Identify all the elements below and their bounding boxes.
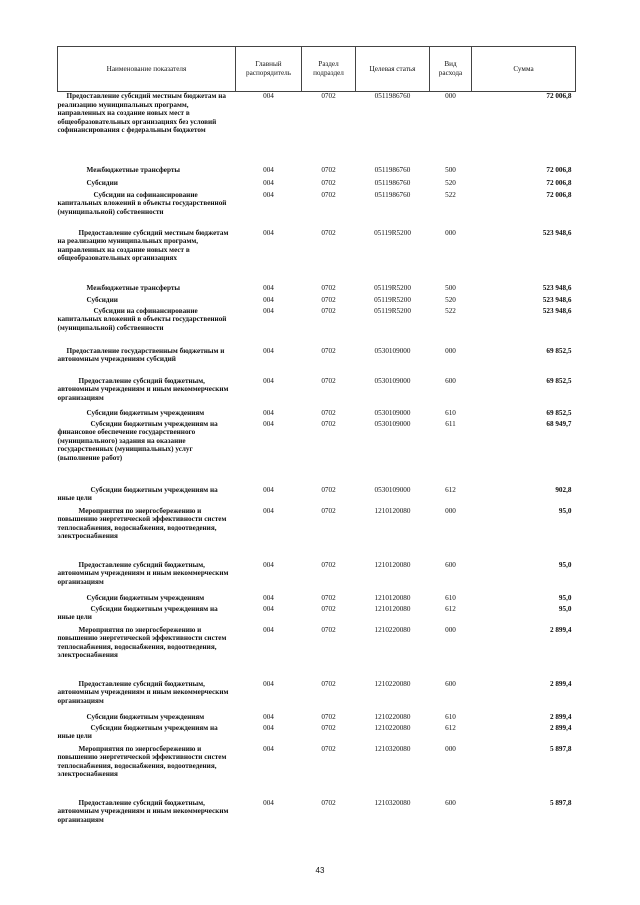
row-admin: 004 [263,593,274,602]
row-section: 0702 [321,295,336,304]
row-type: 612 [445,485,456,494]
row-article: 05119R5200 [374,306,411,315]
row-article: 05119R5200 [374,295,411,304]
table-row [58,191,576,229]
row-article: 1210320080 [374,744,411,753]
row-admin: 004 [263,604,274,613]
row-sum: 2 899,4 [549,625,572,634]
row-article: 1210220080 [374,723,411,732]
table-row [58,486,576,507]
row-section: 0702 [321,419,336,428]
budget-table-page [57,46,575,832]
row-sum: 523 948,6 [542,306,572,315]
row-sum: 69 852,5 [546,346,572,355]
row-article: 0511986760 [374,190,411,199]
row-name: Субсидии бюджетным учреждениям [86,593,205,602]
budget-table [57,46,576,832]
row-sum: 68 949,7 [546,419,572,428]
row-type: 612 [445,723,456,732]
row-name: Предоставление субсидий бюджетным, автономным учреждениям и иным некоммерческим организациям [57,376,229,402]
row-sum: 2 899,4 [549,723,572,732]
row-admin: 004 [263,712,274,721]
row-article: 1210220080 [374,679,411,688]
row-sum: 523 948,6 [542,228,572,237]
row-article: 1210320080 [374,798,411,807]
row-sum: 95,0 [558,604,572,613]
table-row [58,605,576,626]
row-admin: 004 [263,165,274,174]
table-header-row [58,47,576,92]
row-sum: 2 899,4 [549,712,572,721]
row-section: 0702 [321,712,336,721]
row-article: 0530109000 [374,376,411,385]
table-row [58,179,576,191]
row-name: Предоставление субсидий местным бюджетам на реализацию муниципальных программ, направленных на создание новых мест в общеобразовательных организациях без условий софинансирования с федеральным бюджетом [57,92,226,135]
row-article: 0511986760 [374,92,411,100]
row-admin: 004 [263,798,274,807]
header-type: Вид расхода [430,47,472,92]
row-type: 600 [445,376,456,385]
row-section: 0702 [321,723,336,732]
row-admin: 004 [263,376,274,385]
row-name: Субсидии [86,295,118,304]
row-article: 0530109000 [374,419,411,428]
row-section: 0702 [321,228,336,237]
row-article: 1210120080 [374,560,411,569]
row-section: 0702 [321,408,336,417]
table-row [58,507,576,561]
row-sum: 523 948,6 [542,295,572,304]
header-admin: Главный распорядитель [236,47,302,92]
row-admin: 004 [263,190,274,199]
row-name: Субсидии бюджетным учреждениям на иные цели [57,723,218,741]
row-type: 520 [445,295,456,304]
row-type: 600 [445,679,456,688]
row-section: 0702 [321,346,336,355]
table-row [58,92,576,166]
row-section: 0702 [321,485,336,494]
row-admin: 004 [263,228,274,237]
row-type: 610 [445,408,456,417]
table-row [58,307,576,347]
row-name: Мероприятия по энергосбережению и повышению энергетической эффективности систем теплоснабжения, водоснабжения, водоотведения, электроснабжения [57,744,227,779]
row-admin: 004 [263,346,274,355]
table-row [58,594,576,605]
row-sum: 95,0 [558,593,572,602]
row-admin: 004 [263,506,274,515]
table-row [58,680,576,713]
table-row [58,713,576,724]
table-row [58,626,576,680]
table-row [58,561,576,594]
row-name: Субсидии бюджетным учреждениям [86,408,205,417]
row-name: Субсидии бюджетным учреждениям на финансовое обеспечение государственного (муниципального) задания на оказание государственных (муниципальных) услуг (выполнение работ) [57,419,218,462]
row-admin: 004 [263,723,274,732]
row-type: 000 [445,346,456,355]
row-sum: 72 006,8 [546,190,572,199]
row-section: 0702 [321,679,336,688]
row-type: 610 [445,712,456,721]
row-name: Предоставление субсидий бюджетным, автономным учреждениям и иным некоммерческим организациям [57,798,229,824]
row-section: 0702 [321,506,336,515]
row-article: 1210120080 [374,604,411,613]
row-name: Межбюджетные трансферты [86,165,181,174]
row-type: 600 [445,798,456,807]
row-type: 611 [445,419,456,428]
table-row [58,284,576,296]
page-number: 43 [315,866,325,875]
row-sum: 5 897,8 [549,798,572,807]
row-article: 0530109000 [374,485,411,494]
row-admin: 004 [263,560,274,569]
row-section: 0702 [321,190,336,199]
row-sum: 902,8 [555,485,572,494]
row-name: Субсидии [86,178,118,187]
row-sum: 2 899,4 [549,679,572,688]
row-name: Субсидии бюджетным учреждениям [86,712,205,721]
header-section: Раздел подраздел [302,47,356,92]
row-name: Субсидии бюджетным учреждениям на иные цели [57,485,218,503]
table-row [58,799,576,832]
row-article: 0530109000 [374,346,411,355]
table-row [58,409,576,420]
row-name: Предоставление субсидий бюджетным, автономным учреждениям и иным некоммерческим организациям [57,560,229,586]
row-article: 1210220080 [374,625,411,634]
table-row [58,745,576,799]
row-sum: 69 852,5 [546,376,572,385]
row-sum: 95,0 [558,560,572,569]
row-article: 0511986760 [374,165,411,174]
row-admin: 004 [263,178,274,187]
row-section: 0702 [321,604,336,613]
row-type: 500 [445,165,456,174]
row-admin: 004 [263,295,274,304]
row-type: 000 [445,228,456,237]
row-name: Мероприятия по энергосбережению и повышению энергетической эффективности систем теплоснабжения, водоснабжения, водоотведения, электроснабжения [57,625,227,660]
row-type: 000 [445,92,456,100]
row-sum: 5 897,8 [549,744,572,753]
row-article: 05119R5200 [374,283,411,292]
row-type: 520 [445,178,456,187]
row-admin: 004 [263,283,274,292]
row-admin: 004 [263,408,274,417]
row-name: Субсидии на софинансирование капитальных вложений в объекты государственной (муниципальной) собственности [57,306,227,332]
header-name: Наименование показателя [58,47,236,92]
row-sum: 72 006,8 [546,178,572,187]
table-row [58,377,576,409]
row-article: 1210220080 [374,712,411,721]
row-name: Предоставление субсидий местным бюджетам на реализацию муниципальных программ, направленных на создание новых мест в общеобразовательных организациях [57,228,229,263]
row-section: 0702 [321,593,336,602]
row-name: Предоставление государственным бюджетным и автономным учреждениям субсидий [57,346,225,364]
row-admin: 004 [263,744,274,753]
row-type: 610 [445,593,456,602]
row-section: 0702 [321,283,336,292]
row-sum: 69 852,5 [546,408,572,417]
row-sum: 72 006,8 [546,165,572,174]
table-row [58,166,576,179]
row-article: 05119R5200 [374,228,411,237]
table-row [58,229,576,284]
row-section: 0702 [321,178,336,187]
row-article: 1210120080 [374,593,411,602]
header-sum: Сумма [472,47,576,92]
row-admin: 004 [263,485,274,494]
table-row [58,724,576,745]
row-section: 0702 [321,376,336,385]
row-type: 500 [445,283,456,292]
row-section: 0702 [321,625,336,634]
row-name: Мероприятия по энергосбережению и повышению энергетической эффективности систем теплоснабжения, водоснабжения, водоотведения, электроснабжения [57,506,227,541]
table-row [58,296,576,307]
row-type: 522 [445,190,456,199]
row-type: 000 [445,744,456,753]
row-article: 0511986760 [374,178,411,187]
row-admin: 004 [263,92,274,100]
row-article: 1210120080 [374,506,411,515]
row-section: 0702 [321,798,336,807]
row-admin: 004 [263,306,274,315]
table-row [58,420,576,486]
row-admin: 004 [263,679,274,688]
row-type: 000 [445,506,456,515]
row-name: Субсидии бюджетным учреждениям на иные цели [57,604,218,622]
row-type: 600 [445,560,456,569]
row-section: 0702 [321,744,336,753]
row-section: 0702 [321,165,336,174]
row-admin: 004 [263,625,274,634]
header-article: Целевая статья [356,47,430,92]
row-section: 0702 [321,306,336,315]
row-name: Межбюджетные трансферты [86,283,181,292]
row-sum: 523 948,6 [542,283,572,292]
row-name: Предоставление субсидий бюджетным, автономным учреждениям и иным некоммерческим организациям [57,679,229,705]
table-row [58,347,576,377]
row-sum: 72 006,8 [546,92,572,100]
row-article: 0530109000 [374,408,411,417]
row-name: Субсидии на софинансирование капитальных вложений в объекты государственной (муниципальной) собственности [57,190,227,216]
row-section: 0702 [321,92,336,100]
row-section: 0702 [321,560,336,569]
row-type: 612 [445,604,456,613]
row-admin: 004 [263,419,274,428]
row-sum: 95,0 [558,506,572,515]
row-type: 522 [445,306,456,315]
row-type: 000 [445,625,456,634]
